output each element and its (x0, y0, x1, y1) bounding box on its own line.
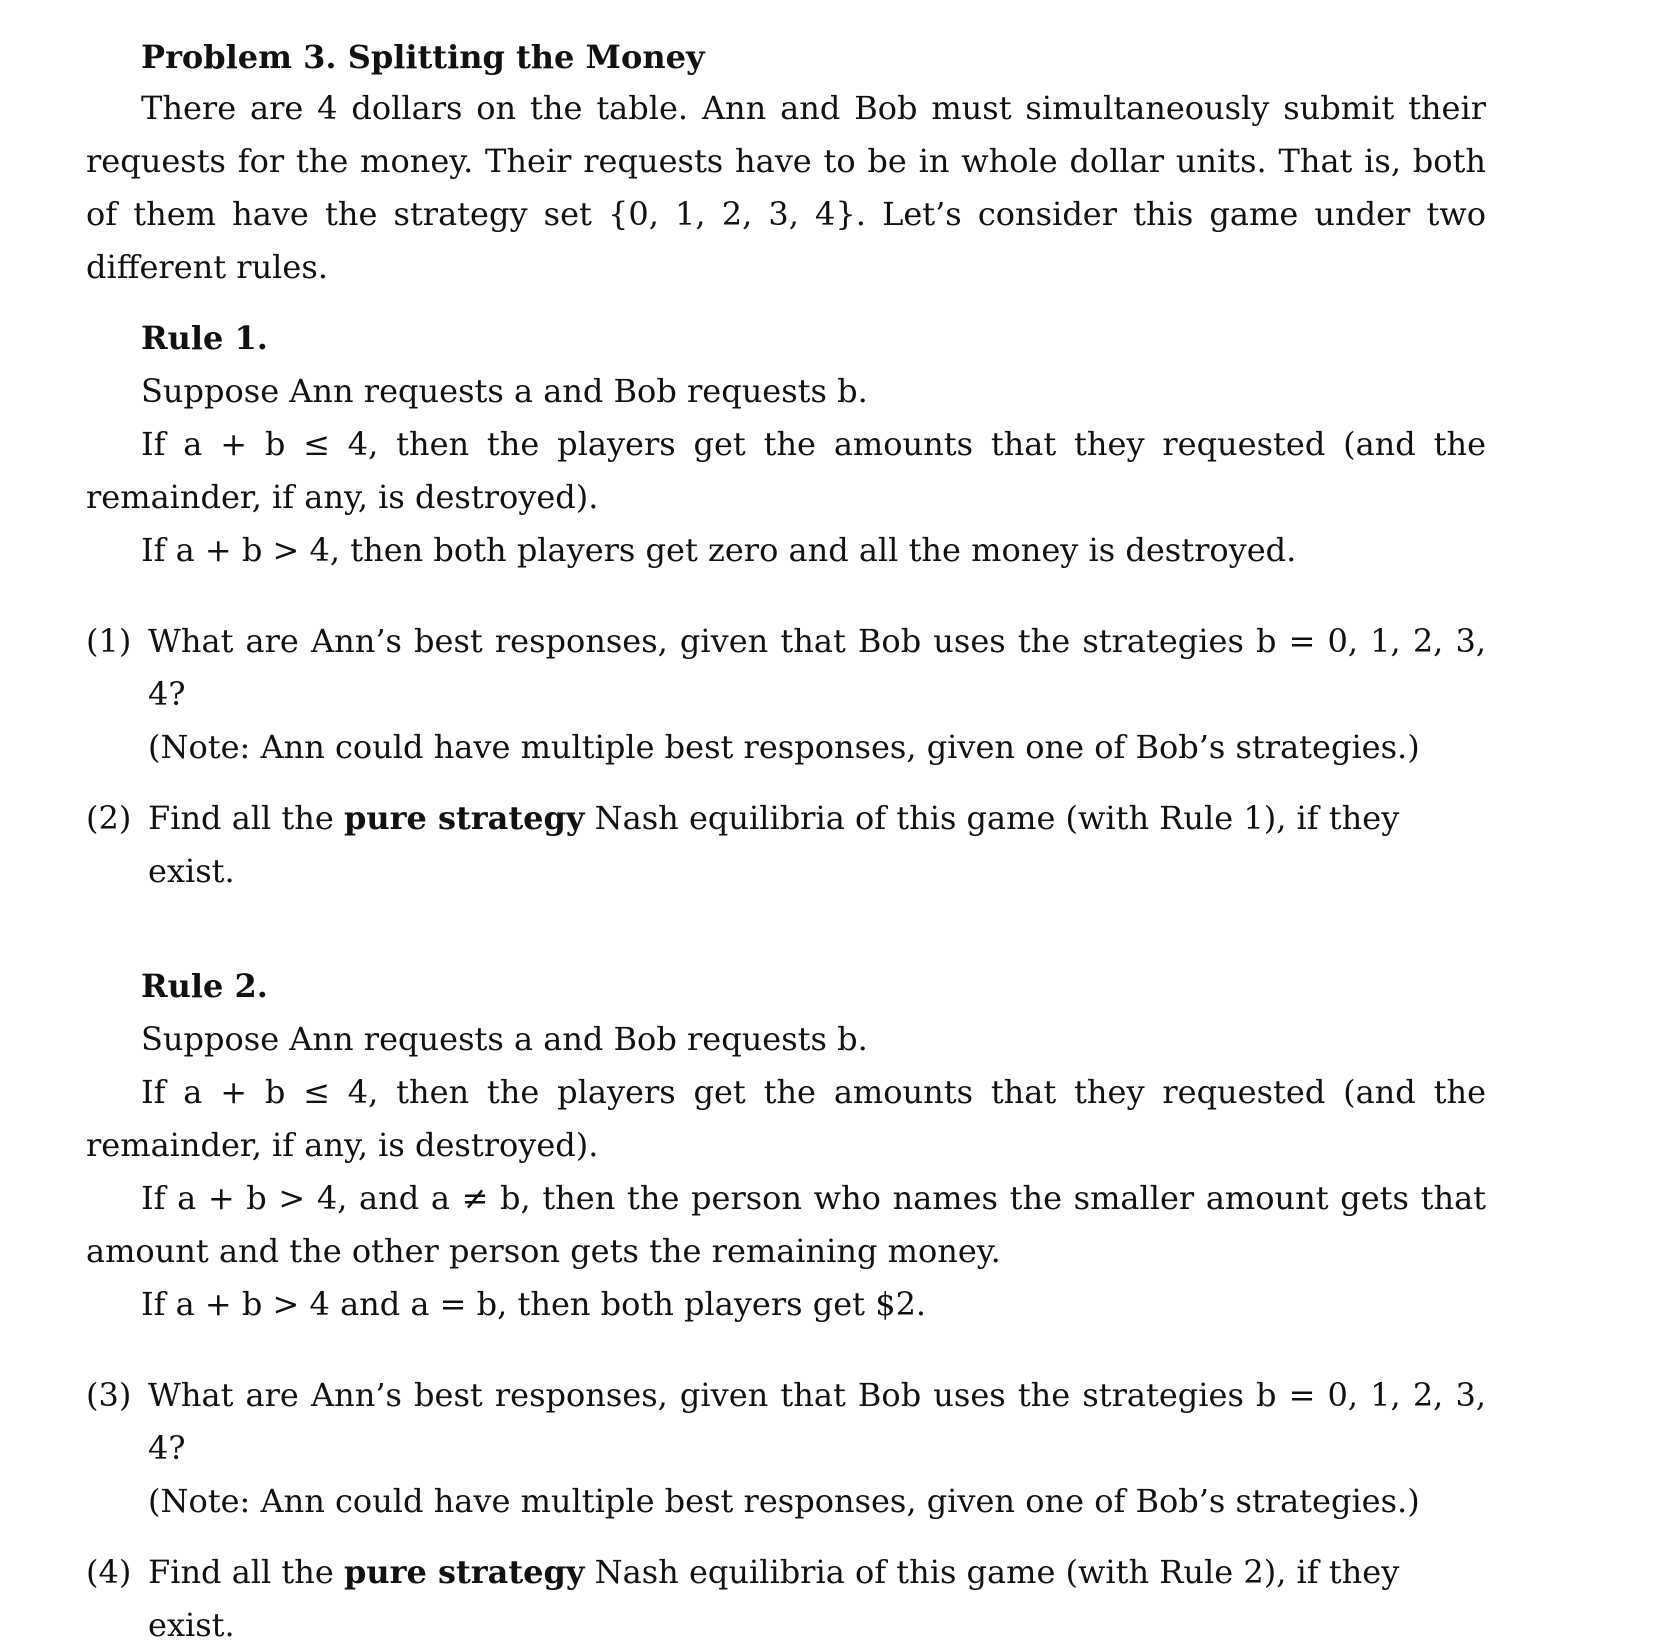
question-3-note: (Note: Ann could have multiple best responses, given one of Bob’s strategies.) (148, 1482, 1420, 1520)
question-2-text-pre: Find all the (148, 799, 344, 837)
rule1-heading: Rule 1. (141, 319, 268, 357)
question-2-number: (2) (86, 799, 132, 837)
question-4-text (148, 1546, 1486, 1652)
rule2-line4: If a + b > 4 and a = b, then both players get $2. (141, 1285, 927, 1323)
question-1-number: (1) (86, 622, 132, 660)
question-3-number: (3) (86, 1376, 132, 1414)
question-4 (86, 1546, 1486, 1652)
question-1-text: What are Ann’s best responses, given that Bob uses the strategies b = 0, 1, 2, 3, 4? (148, 622, 1486, 713)
rule1-line2: If a + b ≤ 4, then the players get the amounts that they requested (and the remainder, if any, is destroyed). (86, 425, 1486, 516)
rule1-line3: If a + b > 4, then both players get zero and all the money is destroyed. (141, 531, 1297, 569)
question-4-number: (4) (86, 1553, 132, 1591)
question-2 (86, 792, 1486, 898)
rule1-line1: Suppose Ann requests a and Bob requests b. (141, 372, 868, 410)
question-4-text-pre: Find all the (148, 1553, 344, 1591)
question-1 (86, 615, 1486, 774)
question-2-emphasis: pure strategy (344, 799, 585, 837)
rule2-heading: Rule 2. (141, 967, 268, 1005)
problem-intro: There are 4 dollars on the table. Ann and Bob must simultaneously submit their requests for the money. Their requests have to be in whole dollar units. That is, both of them have the strategy set {0, 1, 2, 3, 4}. Let’s consider this game under two different rules. (86, 89, 1486, 286)
question-4-text-post: Nash equilibria of this game (with Rule 2), if they exist. (148, 1553, 1400, 1644)
question-2-text (148, 792, 1486, 898)
document-page (86, 32, 1486, 1652)
question-1-note: (Note: Ann could have multiple best responses, given one of Bob’s strategies.) (148, 728, 1420, 766)
rule2-line2: If a + b ≤ 4, then the players get the amounts that they requested (and the remainder, if any, is destroyed). (86, 1073, 1486, 1164)
question-4-emphasis: pure strategy (344, 1553, 585, 1591)
rule2-line3: If a + b > 4, and a ≠ b, then the person who names the smaller amount gets that amount and the other person gets the remaining money. (86, 1179, 1486, 1270)
rule2-line1: Suppose Ann requests a and Bob requests b. (141, 1020, 868, 1058)
question-3 (86, 1369, 1486, 1528)
problem-title: Problem 3. Splitting the Money (141, 38, 705, 76)
question-3-text: What are Ann’s best responses, given that Bob uses the strategies b = 0, 1, 2, 3, 4? (148, 1376, 1486, 1467)
question-2-text-post: Nash equilibria of this game (with Rule 1), if they exist. (148, 799, 1400, 890)
